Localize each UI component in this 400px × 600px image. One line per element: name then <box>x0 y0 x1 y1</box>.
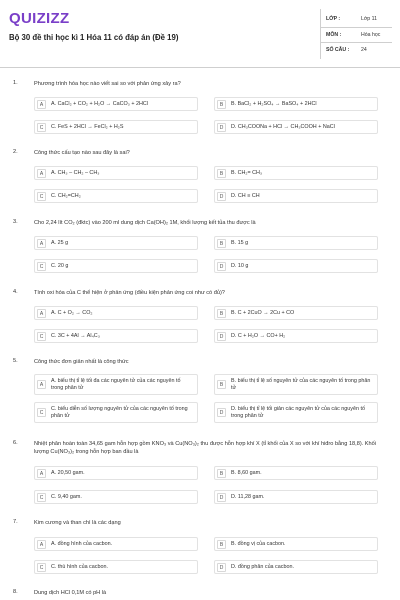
option-text: B. CH₂= CH₃ <box>231 170 263 176</box>
option-text: D. CH ≡ CH <box>231 193 260 199</box>
meta-value: 24 <box>361 47 367 53</box>
option-b[interactable] <box>214 374 378 395</box>
option-a[interactable] <box>34 537 198 551</box>
option-c[interactable] <box>34 189 198 203</box>
option-text: A. đồng hình của cacbon. <box>51 541 113 547</box>
option-text: D. 10 g <box>231 263 249 269</box>
option-d[interactable] <box>214 329 378 343</box>
option-text: B. biểu thị tỉ lệ số nguyên tử của các nguyên tố trong phân tử <box>231 378 371 391</box>
option-letter: B <box>217 540 226 549</box>
option-letter: D <box>217 192 226 201</box>
question-text: Cho 2,24 lít CO₂ (đktc) vào 200 ml dung dịch Ca(OH)₂ 1M, khối lượng kết tủa thu được là <box>34 220 256 226</box>
option-letter: B <box>217 380 226 389</box>
question-number: 5. <box>13 358 18 364</box>
option-c[interactable] <box>34 120 198 134</box>
option-text: A. CaCl₂ + CO₂ + H₂O → CaCO₃ + 2HCl <box>51 101 148 107</box>
meta-divider <box>320 42 392 43</box>
option-b[interactable] <box>214 166 378 180</box>
option-letter: A <box>37 309 46 318</box>
option-a[interactable] <box>34 97 198 111</box>
option-text: A. 25 g <box>51 240 69 246</box>
option-d[interactable] <box>214 120 378 134</box>
question-number: 6. <box>13 440 18 446</box>
option-d[interactable] <box>214 402 378 423</box>
option-letter: D <box>217 493 226 502</box>
question-number: 2. <box>13 149 18 155</box>
meta-label: MÔN : <box>326 32 342 38</box>
option-d[interactable] <box>214 259 378 273</box>
option-a[interactable] <box>34 236 198 250</box>
option-text: C. thù hình của cacbon. <box>51 564 108 570</box>
question-number: 7. <box>13 519 18 525</box>
option-text: B. BaCl₂ + H₂SO₄ → BaSO₄ + 2HCl <box>231 101 317 107</box>
option-a[interactable] <box>34 166 198 180</box>
question-text: Kim cương và than chì là các dạng <box>34 520 121 526</box>
option-letter: B <box>217 309 226 318</box>
meta-label: LỚP : <box>326 16 341 22</box>
option-letter: C <box>37 192 46 201</box>
question-number: 4. <box>13 289 18 295</box>
option-letter: C <box>37 563 46 572</box>
question-text: Tính oxi hóa của C thể hiện ở phản ứng (điều kiện phản ứng coi như có đủ)? <box>34 290 225 296</box>
option-text: D. 11,28 gam. <box>231 494 265 500</box>
option-letter: A <box>37 169 46 178</box>
option-text: D. đồng phân của cacbon. <box>231 564 294 570</box>
question-text: Công thức cấu tạo nào sau đây là sai? <box>34 150 130 156</box>
document-title: Bộ 30 đề thi học kì 1 Hóa 11 có đáp án (Đề 19) <box>9 33 179 42</box>
option-text: A. CH₃ – CH₂ – CH₃ <box>51 170 100 176</box>
option-c[interactable] <box>34 490 198 504</box>
option-c[interactable] <box>34 329 198 343</box>
meta-value: Hóa học <box>361 32 381 38</box>
option-text: C. 9,40 gam. <box>51 494 82 500</box>
option-letter: B <box>217 239 226 248</box>
option-text: C. CH₂=CH₂ <box>51 193 81 199</box>
option-text: C. FeS + 2HCl → FeCl₂ + H₂S <box>51 124 124 130</box>
option-text: D. biểu thị tỉ lệ tối giản các nguyên tử của các nguyên tố trong phân tử <box>231 406 365 419</box>
option-d[interactable] <box>214 490 378 504</box>
option-letter: A <box>37 540 46 549</box>
question-text: Dung dịch HCl 0,1M có pH là <box>34 590 107 596</box>
option-c[interactable] <box>34 259 198 273</box>
option-text: B. 15 g <box>231 240 249 246</box>
option-letter: D <box>217 408 226 417</box>
option-c[interactable] <box>34 402 198 423</box>
option-letter: B <box>217 469 226 478</box>
option-d[interactable] <box>214 560 378 574</box>
option-text: C. 20 g <box>51 263 69 269</box>
option-text: A. C + O₂ → CO₂ <box>51 310 93 316</box>
option-letter: C <box>37 408 46 417</box>
document-header <box>0 0 400 68</box>
option-letter: A <box>37 380 46 389</box>
option-text: A. 20,50 gam. <box>51 470 85 476</box>
option-letter: A <box>37 239 46 248</box>
meta-value: Lớp 11 <box>361 16 377 22</box>
option-letter: C <box>37 123 46 132</box>
option-letter: D <box>217 332 226 341</box>
question-text: Phương trình hóa học nào viết sai so với phản ứng xảy ra? <box>34 81 181 87</box>
option-letter: C <box>37 332 46 341</box>
option-c[interactable] <box>34 560 198 574</box>
option-b[interactable] <box>214 236 378 250</box>
option-letter: C <box>37 493 46 502</box>
question-text: Công thức đơn giản nhất là công thức <box>34 359 129 365</box>
option-text: B. đồng vị của cacbon. <box>231 541 286 547</box>
option-text: D. CH₃COONa + HCl → CH₃COOH + NaCl <box>231 124 335 130</box>
option-text: B. 8,60 gam. <box>231 470 262 476</box>
option-letter: D <box>217 262 226 271</box>
question-number: 3. <box>13 219 18 225</box>
question-number: 1. <box>13 80 18 86</box>
meta-divider <box>320 27 392 28</box>
option-letter: B <box>217 169 226 178</box>
question-number: 8. <box>13 589 18 595</box>
option-d[interactable] <box>214 189 378 203</box>
option-text: D. C + H₂O → CO+ H₂ <box>231 333 286 339</box>
option-a[interactable] <box>34 306 198 320</box>
option-letter: C <box>37 262 46 271</box>
option-b[interactable] <box>214 306 378 320</box>
option-a[interactable] <box>34 466 198 480</box>
option-letter: D <box>217 123 226 132</box>
quizizz-logo: QUIZIZZ <box>9 10 70 27</box>
option-b[interactable] <box>214 466 378 480</box>
option-letter: A <box>37 100 46 109</box>
option-text: A. biểu thị tỉ lệ tối đa các nguyên tử của các nguyên tố trong phân tử <box>51 378 181 391</box>
option-b[interactable] <box>214 537 378 551</box>
option-text: B. C + 2CuO → 2Cu + CO <box>231 310 295 316</box>
option-letter: D <box>217 563 226 572</box>
option-letter: B <box>217 100 226 109</box>
option-letter: A <box>37 469 46 478</box>
option-b[interactable] <box>214 97 378 111</box>
option-text: C. 3C + 4Al → Al₄C₃ <box>51 333 100 339</box>
question-text: Nhiệt phân hoàn toàn 34,65 gam hỗn hợp gồm KNO₃ và Cu(NO₃)₂ thu được hỗn hợp khí X (tỉ khối của X so với khí hiđro bằng 18,8). Khối lượng Cu(NO₃)₂ trong hỗn hợp ban đầu là <box>34 441 376 455</box>
option-a[interactable] <box>34 374 198 395</box>
option-text: C. biểu diễn số lượng nguyên tử của các nguyên tố trong phân tử <box>51 406 188 419</box>
meta-label: SỐ CÂU : <box>326 47 350 53</box>
